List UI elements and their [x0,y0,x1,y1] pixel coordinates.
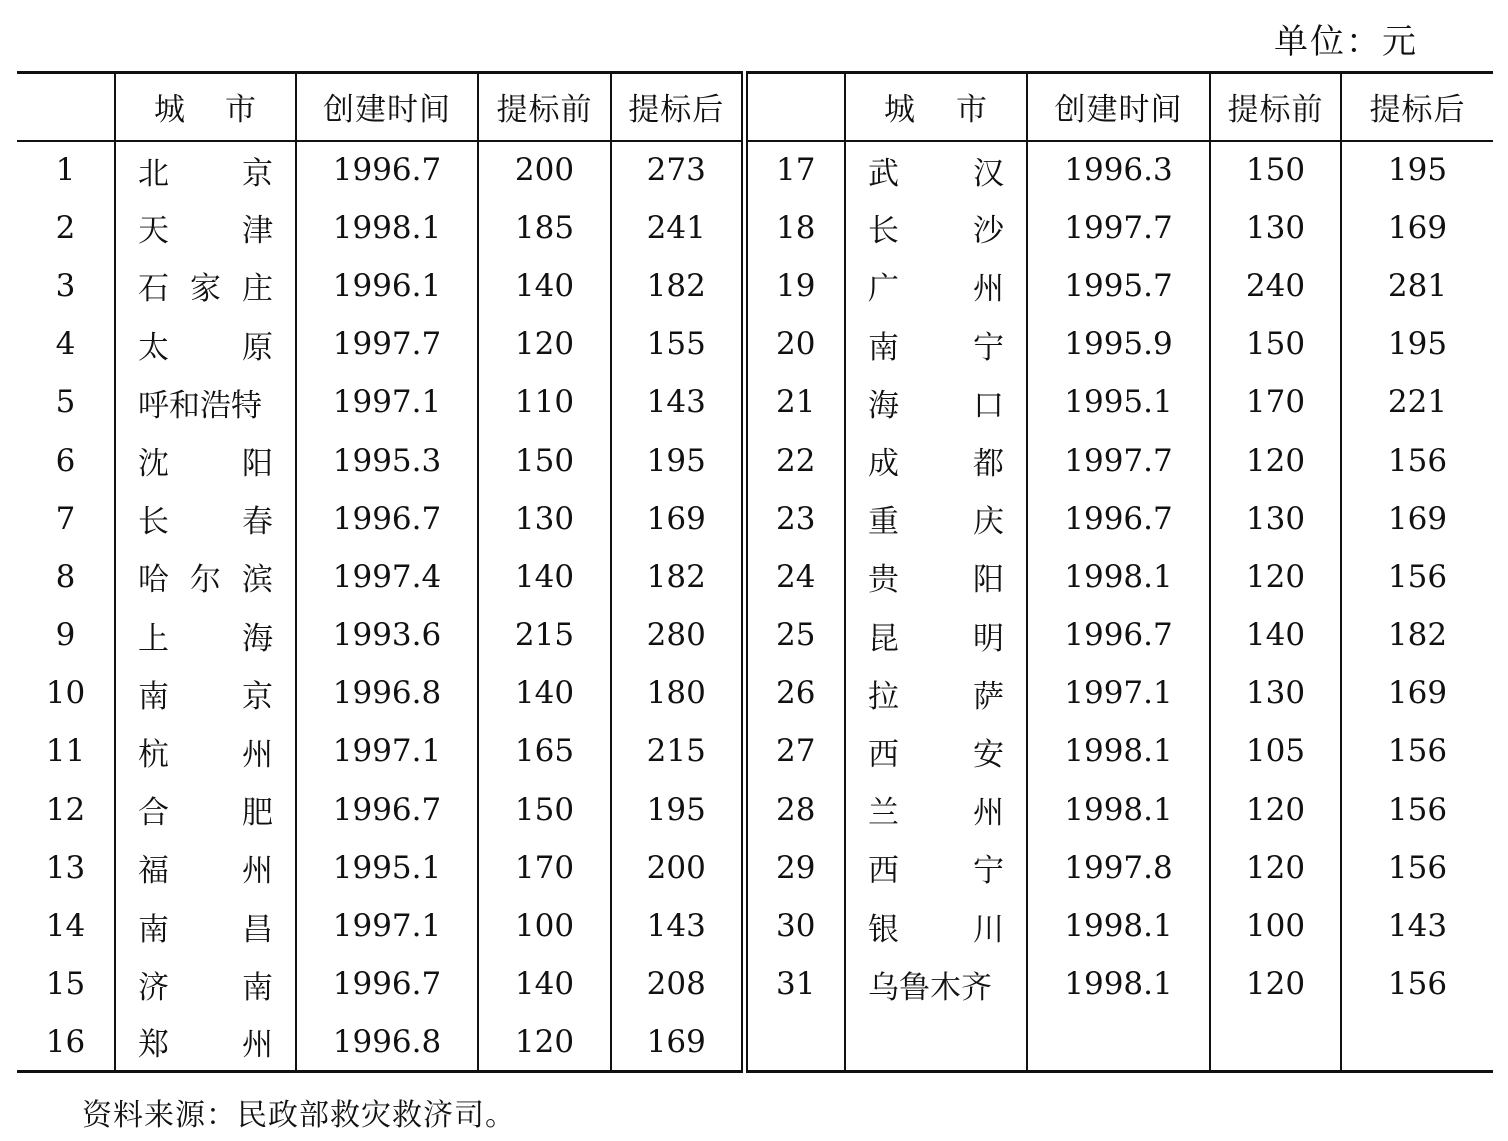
city-char: 萨 [973,678,1004,715]
table-row [17,897,1493,955]
city-name [115,1013,296,1071]
header-created-right: 创建时间 [1027,73,1210,141]
row-number: 9 [55,617,76,654]
after-value: 180 [611,664,744,722]
after-value: 195 [1341,141,1493,199]
city-char: 北 [138,155,169,192]
created-date: 1998.1 [1027,781,1210,839]
city-name [845,722,1027,780]
after-value: 200 [611,839,744,897]
before-value: 105 [1210,722,1341,780]
header-before-right: 提标前 [1210,73,1341,141]
before-value: 150 [478,781,611,839]
before-value: 215 [478,606,611,664]
city-name [845,373,1027,431]
row-number: 3 [55,267,76,304]
city-char: 成 [868,446,899,483]
row-number: 28 [744,781,845,839]
city-char: 上 [138,620,169,657]
city-char: 南 [242,969,273,1006]
created-date: 1996.3 [1027,141,1210,199]
city-char: 尔 [190,562,221,599]
city-name [115,257,296,315]
city-char: 广 [868,271,899,308]
city-char: 州 [242,853,273,890]
after-value: 241 [611,199,744,257]
city-char: 阳 [242,446,273,483]
city-char: 西 [868,736,899,773]
city-char: 州 [973,271,1004,308]
row-number: 1 [55,152,76,189]
after-value: 195 [611,431,744,489]
city-char: 银 [868,911,899,948]
table-row [17,315,1493,373]
after-value: 156 [1341,431,1493,489]
row-number: 5 [55,384,76,421]
before-value: 120 [1210,955,1341,1013]
row-number: 24 [744,548,845,606]
after-value: 221 [1341,373,1493,431]
city-name [845,199,1027,257]
before-value: 120 [1210,548,1341,606]
city-name [115,141,296,199]
row-number: 31 [744,955,845,1013]
city-name [115,315,296,373]
before-value: 140 [478,955,611,1013]
header-index [17,73,115,141]
before-value: 165 [478,722,611,780]
city-char: 乌鲁木齐 [868,969,992,1006]
city-char: 拉 [868,678,899,715]
unit-label: 单位：元 [1274,22,1418,62]
before-value: 130 [1210,490,1341,548]
after-value: 182 [1341,606,1493,664]
row-number [744,1013,845,1071]
city-char: 宁 [973,853,1004,890]
city-name [115,431,296,489]
city-char: 明 [973,620,1004,657]
city-name [845,315,1027,373]
city-char: 呼和浩特 [138,387,262,424]
city-char: 原 [242,329,273,366]
header-city-right: 城 市 [845,73,1027,141]
created-date: 1998.1 [296,199,478,257]
row-number: 23 [744,490,845,548]
created-date: 1995.3 [296,431,478,489]
row-number: 12 [45,791,86,828]
city-char: 沈 [138,446,169,483]
city-char: 天 [138,213,169,250]
city-char: 海 [868,387,899,424]
row-number: 2 [55,209,76,246]
after-value: 143 [1341,897,1493,955]
city-char: 兰 [868,795,899,832]
before-value: 140 [478,257,611,315]
row-number: 17 [744,141,845,199]
city-char: 京 [242,155,273,192]
city-char: 南 [138,911,169,948]
city-char: 京 [242,678,273,715]
table-row [17,664,1493,722]
created-date: 1996.7 [296,490,478,548]
created-date: 1998.1 [1027,548,1210,606]
city-char: 庄 [242,271,273,308]
created-date: 1996.7 [296,955,478,1013]
city-char: 贵 [868,562,899,599]
before-value: 130 [1210,199,1341,257]
city-name [845,1013,1027,1071]
created-date: 1998.1 [1027,722,1210,780]
city-char: 州 [242,1027,273,1064]
city-char: 昆 [868,620,899,657]
row-number: 8 [55,558,76,595]
city-char: 都 [973,446,1004,483]
before-value: 150 [478,431,611,489]
row-number: 27 [744,722,845,780]
created-date: 1996.7 [1027,490,1210,548]
before-value: 140 [478,548,611,606]
before-value: 170 [1210,373,1341,431]
row-number: 30 [744,897,845,955]
created-date: 1996.7 [1027,606,1210,664]
city-name [115,839,296,897]
city-name [845,839,1027,897]
row-number: 14 [45,908,86,945]
after-value: 156 [1341,548,1493,606]
city-char: 宁 [973,329,1004,366]
table-row [17,839,1493,897]
before-value: 130 [1210,664,1341,722]
city-name [845,548,1027,606]
city-char: 安 [973,736,1004,773]
row-number: 6 [55,442,76,479]
city-name [115,548,296,606]
before-value: 120 [1210,839,1341,897]
after-value: 169 [1341,199,1493,257]
city-char: 西 [868,853,899,890]
city-char: 石 [138,271,169,308]
city-char: 武 [868,155,899,192]
table-row [17,490,1493,548]
city-char: 口 [973,387,1004,424]
after-value: 195 [1341,315,1493,373]
row-number: 21 [744,373,845,431]
city-char: 春 [242,504,273,541]
city-char: 州 [973,795,1004,832]
city-char: 福 [138,853,169,890]
header-after-right: 提标后 [1341,73,1493,141]
city-char: 肥 [242,795,273,832]
header-after: 提标后 [611,73,744,141]
created-date: 1995.9 [1027,315,1210,373]
before-value: 130 [478,490,611,548]
created-date: 1998.1 [1027,897,1210,955]
city-char: 杭 [138,736,169,773]
created-date: 1997.7 [1027,199,1210,257]
city-name [115,664,296,722]
city-char: 长 [868,213,899,250]
data-table [17,71,1493,1073]
city-name [845,664,1027,722]
city-char: 合 [138,795,169,832]
before-value: 120 [478,315,611,373]
city-name [845,257,1027,315]
created-date: 1997.4 [296,548,478,606]
city-char: 川 [973,911,1004,948]
after-value: 143 [611,897,744,955]
created-date: 1996.8 [296,664,478,722]
source-footnote: 资料来源：民政部救灾救济司。 [82,1098,516,1133]
after-value: 281 [1341,257,1493,315]
row-number: 18 [744,199,845,257]
city-char: 济 [138,969,169,1006]
before-value: 150 [1210,315,1341,373]
city-char: 长 [138,504,169,541]
before-value: 185 [478,199,611,257]
city-name [115,199,296,257]
before-value: 110 [478,373,611,431]
created-date [1027,1013,1210,1071]
table-row [17,257,1493,315]
row-number: 10 [45,675,86,712]
after-value: 156 [1341,722,1493,780]
city-name [845,955,1027,1013]
row-number: 13 [45,849,86,886]
before-value: 120 [1210,431,1341,489]
before-value: 200 [478,141,611,199]
after-value: 215 [611,722,744,780]
after-value: 155 [611,315,744,373]
city-char: 南 [868,329,899,366]
created-date: 1997.1 [296,897,478,955]
created-date: 1995.7 [1027,257,1210,315]
city-char: 太 [138,329,169,366]
after-value: 169 [1341,664,1493,722]
city-name [115,606,296,664]
header-before: 提标前 [478,73,611,141]
after-value: 182 [611,548,744,606]
created-date: 1996.7 [296,141,478,199]
table-row [17,1013,1493,1071]
after-value: 182 [611,257,744,315]
created-date: 1997.1 [296,722,478,780]
after-value: 280 [611,606,744,664]
table-row [17,606,1493,664]
after-value: 143 [611,373,744,431]
city-name [115,722,296,780]
after-value: 273 [611,141,744,199]
created-date: 1997.1 [296,373,478,431]
city-char: 滨 [242,562,273,599]
created-date: 1997.1 [1027,664,1210,722]
row-number: 11 [45,733,86,770]
city-char: 南 [138,678,169,715]
table-body [17,141,1493,1072]
row-number: 20 [744,315,845,373]
after-value: 169 [1341,490,1493,548]
table-row [17,548,1493,606]
after-value: 195 [611,781,744,839]
table-row [17,373,1493,431]
after-value: 156 [1341,955,1493,1013]
row-number: 4 [55,326,76,363]
before-value: 140 [1210,606,1341,664]
created-date: 1997.7 [1027,431,1210,489]
table-row [17,141,1493,199]
header-city: 城 市 [115,73,296,141]
created-date: 1997.7 [296,315,478,373]
table-row [17,199,1493,257]
after-value: 156 [1341,781,1493,839]
created-date: 1996.8 [296,1013,478,1071]
after-value: 169 [611,490,744,548]
before-value: 100 [1210,897,1341,955]
created-date: 1993.6 [296,606,478,664]
city-name [115,781,296,839]
city-name [845,141,1027,199]
table-row [17,431,1493,489]
city-name [115,955,296,1013]
row-number: 22 [744,431,845,489]
table-row [17,781,1493,839]
before-value: 100 [478,897,611,955]
before-value: 240 [1210,257,1341,315]
before-value: 150 [1210,141,1341,199]
created-date: 1998.1 [1027,955,1210,1013]
city-char: 海 [242,620,273,657]
created-date: 1996.1 [296,257,478,315]
row-number: 26 [744,664,845,722]
row-number: 15 [45,966,86,1003]
table-row [17,955,1493,1013]
after-value: 156 [1341,839,1493,897]
city-char: 重 [868,504,899,541]
city-name [115,490,296,548]
city-char: 州 [242,736,273,773]
city-name [845,897,1027,955]
header-row [17,73,1493,141]
table-row [17,722,1493,780]
city-name [845,781,1027,839]
before-value [1210,1013,1341,1071]
city-name [845,606,1027,664]
city-char: 汉 [973,155,1004,192]
before-value: 120 [478,1013,611,1071]
city-char: 昌 [242,911,273,948]
city-char: 津 [242,213,273,250]
city-name [115,373,296,431]
before-value: 140 [478,664,611,722]
after-value [1341,1013,1493,1071]
row-number: 29 [744,839,845,897]
city-char: 家 [190,271,221,308]
row-number: 7 [55,500,76,537]
created-date: 1996.7 [296,781,478,839]
city-char: 沙 [973,213,1004,250]
city-char: 哈 [138,562,169,599]
city-name [845,431,1027,489]
before-value: 170 [478,839,611,897]
before-value: 120 [1210,781,1341,839]
header-index-right [744,73,845,141]
created-date: 1995.1 [296,839,478,897]
row-number: 25 [744,606,845,664]
city-name [115,897,296,955]
city-char: 阳 [973,562,1004,599]
header-created: 创建时间 [296,73,478,141]
city-char: 庆 [973,504,1004,541]
created-date: 1997.8 [1027,839,1210,897]
after-value: 169 [611,1013,744,1071]
row-number: 16 [17,1013,115,1071]
created-date: 1995.1 [1027,373,1210,431]
after-value: 208 [611,955,744,1013]
city-name [845,490,1027,548]
row-number: 19 [744,257,845,315]
city-char: 郑 [138,1027,169,1064]
